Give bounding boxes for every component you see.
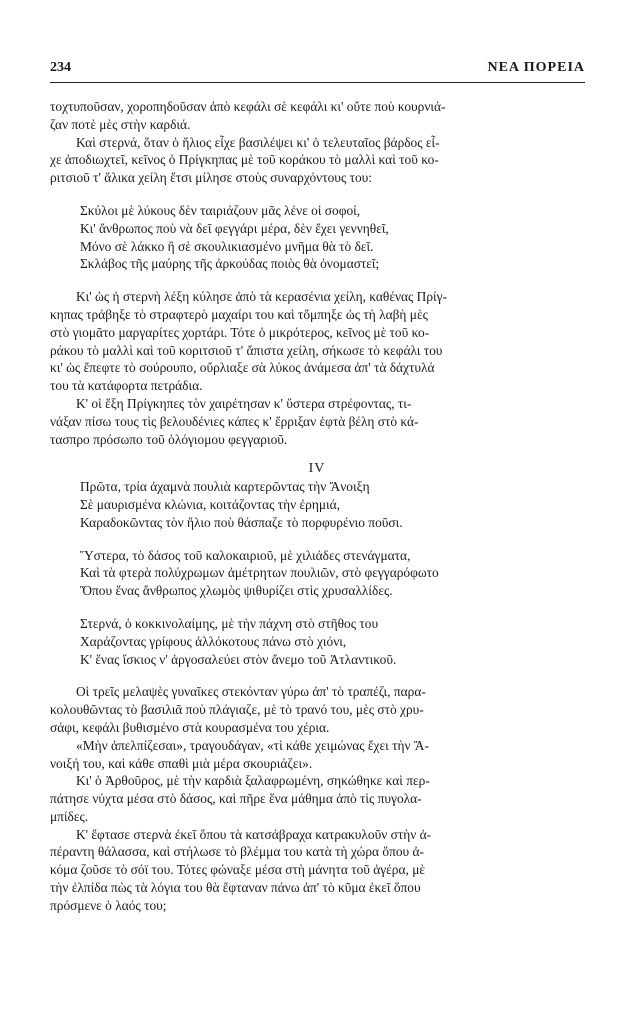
verse-line: Σὲ μαυρισμένα κλώνια, κοιτάζοντας τὴν ἐρημιά, xyxy=(80,496,340,512)
text-line: Κι' ὡς ἡ στερνὴ λέξη κύλησε ἀπὸ τὰ κερασένια χείλη, καθένας Πρίγ- xyxy=(76,289,448,305)
text-line: κι' ὡς ἔπεφτε τὸ σούρουπο, οὔρλιαξε σὰ λύκος ἀνάμεσα ἀπ' τὰ δάχτυλά xyxy=(50,360,435,376)
verse-stanza-4 xyxy=(50,615,584,668)
verse-line: Καὶ τὰ φτερὰ πολύχρωμων ἀμέτρητων πουλιῶν, στὸ φεγγαρόφωτο xyxy=(80,565,439,581)
text-line: πέραντη θάλασσα, καὶ στήλωσε τὸ βλέμμα του κατὰ τὴ χώρα ὅπου ἀ- xyxy=(50,844,425,860)
text-line: τασπρο πρόσωπο τοῦ ὁλόγιομου φεγγαριοῦ. xyxy=(50,431,288,447)
paragraph-4 xyxy=(50,395,584,448)
verse-line: Μόνο σὲ λάκκο ἢ σὲ σκουλικιασμένο μνῆμα θὰ τὸ δεῖ. xyxy=(80,238,374,254)
paragraph-8 xyxy=(50,826,584,915)
text-line: Κ' ἔφτασε στερνὰ ἐκεῖ ὅπου τὰ κατσάβραχα κατρακυλοῦν στὴν ἀ- xyxy=(76,826,432,842)
paragraph-7 xyxy=(50,772,584,825)
text-line: κόμα ζοῦσε τὸ σόϊ του. Τότες φώναξε μέσα στὴ μάνητα τοῦ ἀγέρα, μὲ xyxy=(50,862,425,878)
text-line: πρόσμενε ὁ λαός του; xyxy=(50,897,167,913)
text-line: ζαν ποτὲ μὲς στὴν καρδιά. xyxy=(50,116,191,132)
page-header xyxy=(50,58,585,83)
page-number: 234 xyxy=(50,60,71,75)
text-line: Καὶ στερνά, ὅταν ὁ ἥλιος εἶχε βασιλέψει κι' ὁ τελευταῖος βάρδος εἶ- xyxy=(76,134,440,150)
verse-stanza-3 xyxy=(50,547,584,600)
paragraph-5 xyxy=(50,683,584,736)
document-body xyxy=(50,98,584,915)
text-line: στὸ γιομᾶτο μαργαρίτες χορτάρι. Τότε ὁ μικρότερος, κεῖνος μὲ τοῦ κο- xyxy=(50,324,430,340)
text-line: νάξαν πίσω τους τὶς βελουδένιες κάπες κ' ἔρριξαν ἑφτὰ βέλη στὸ κά- xyxy=(50,413,419,429)
verse-line: Ὕστερα, τὸ δάσος τοῦ καλοκαιριοῦ, μὲ χιλιάδες στενάγματα, xyxy=(80,547,411,563)
text-line: Οἱ τρεῖς μελαψὲς γυναῖκες στεκόνταν γύρω ἀπ' τὸ τραπέζι, παρα- xyxy=(76,684,426,700)
text-line: Κ' οἱ ἕξη Πρίγκηπες τὸν χαιρέτησαν κ' ὕστερα στρέφοντας, τι- xyxy=(76,395,412,411)
verse-line: Στερνά, ὁ κοκκινολαίμης, μὲ τὴν πάχνη στὸ στῆθος του xyxy=(80,615,379,631)
text-line: Κι' ὁ Ἀρθοῦρος, μὲ τὴν καρδιὰ ξαλαφρωμένη, σηκώθηκε καὶ περ- xyxy=(76,773,430,789)
paragraph-3 xyxy=(50,288,584,395)
text-line: του τὰ κατάφορτα πετράδια. xyxy=(50,378,203,394)
text-line: ράκου τὸ μαλλὶ καὶ τοῦ κοριτσιοῦ τ' ἄπιστα χείλη, σήκωσε τὸ κεφάλι του xyxy=(50,342,443,358)
verse-line: Κι' ἄνθρωπος ποὺ νὰ δεῖ φεγγάρι μέρα, δὲν ἔχει γεννηθεῖ, xyxy=(80,220,389,236)
verse-stanza-2 xyxy=(50,478,584,531)
verse-line: Σκλάβος τῆς μαύρης τῆς ἀρκούδας ποιὸς θὰ ὀνομαστεῖ; xyxy=(80,256,380,272)
text-line: «Μὴν ἀπελπίζεσαι», τραγουδάγαν, «τὶ κάθε χειμώνας ἔχει τὴν Ἄ- xyxy=(76,737,429,753)
paragraph-2 xyxy=(50,134,584,187)
journal-title: ΝΕΑ ΠΟΡΕΙΑ xyxy=(487,60,585,75)
text-line: κηπας τράβηξε τὸ στραφτερὸ μαχαίρι του καὶ τὄμπηξε ὡς τὴ λαβὴ μὲς xyxy=(50,306,428,322)
verse-line: Χαράζοντας γρίφους ἀλλόκοτους πάνω στὸ χιόνι, xyxy=(80,633,347,649)
verse-stanza-1 xyxy=(50,202,584,273)
text-line: κολουθῶντας τὸ βασιλιᾶ ποὺ πλάγιαζε, μὲ τὸ τρανό του, μὲς στὸ χρυ- xyxy=(50,702,424,718)
text-line: νοιξή του, καὶ κάθε σπαθὶ μιὰ μέρα σκουριάζει». xyxy=(50,755,313,771)
verse-line: Καραδοκῶντας τὸν ἥλιο ποὺ θάσπαζε τὸ πορφυρένιο ποῦσι. xyxy=(80,514,403,530)
verse-line: Ὅπου ἕνας ἄνθρωπος χλωμὸς ψιθυρίζει στὶς χρυσαλλίδες. xyxy=(80,583,393,599)
paragraph-1 xyxy=(50,98,584,134)
verse-line: Σκύλοι μὲ λύκους δὲν ταιριάζουν μᾶς λένε οἱ σοφοί, xyxy=(80,202,361,218)
paragraph-6 xyxy=(50,737,584,773)
text-line: χε ἀποδιωχτεῖ, κεῖνος ὁ Πρίγκηπας μὲ τοῦ κοράκου τὸ μαλλὶ καὶ τοῦ κο- xyxy=(50,152,439,168)
text-line: τοχτυποῦσαν, χοροπηδοῦσαν ἀπὸ κεφάλι σὲ κεφάλι κι' οὔτε ποὺ κουρνιά- xyxy=(50,99,446,114)
verse-line: Πρῶτα, τρία ἀχαμνὰ πουλιὰ καρτερῶντας τὴν Ἄνοιξη xyxy=(80,479,370,495)
text-line: μπίδες. xyxy=(50,808,89,824)
text-line: σάφι, κεφάλι βυθισμένο στὰ κουρασμένα του χέρια. xyxy=(50,719,330,735)
section-title: IV xyxy=(308,461,326,477)
text-line: τὴν ἐλπίδα πὼς τὰ λόγια του θὰ ἔφταναν πάνω ἀπ' τὸ κῦμα ἐκεῖ ὅπου xyxy=(50,880,421,896)
verse-line: Κ' ἕνας ἴσκιος ν' ἀργοσαλεύει στὸν ἄνεμο τοῦ Ἀτλαντικοῦ. xyxy=(80,651,397,667)
text-line: ριτσιοῦ τ' ἄλικα χείλη ἔτσι μίλησε στοὺς συναρχόντους του: xyxy=(50,170,373,186)
text-line: πάτησε νύχτα μέσα στὸ δάσος, καὶ πῆρε ἕνα μάθημα ἀπὸ τὶς πυγολα- xyxy=(50,791,422,807)
